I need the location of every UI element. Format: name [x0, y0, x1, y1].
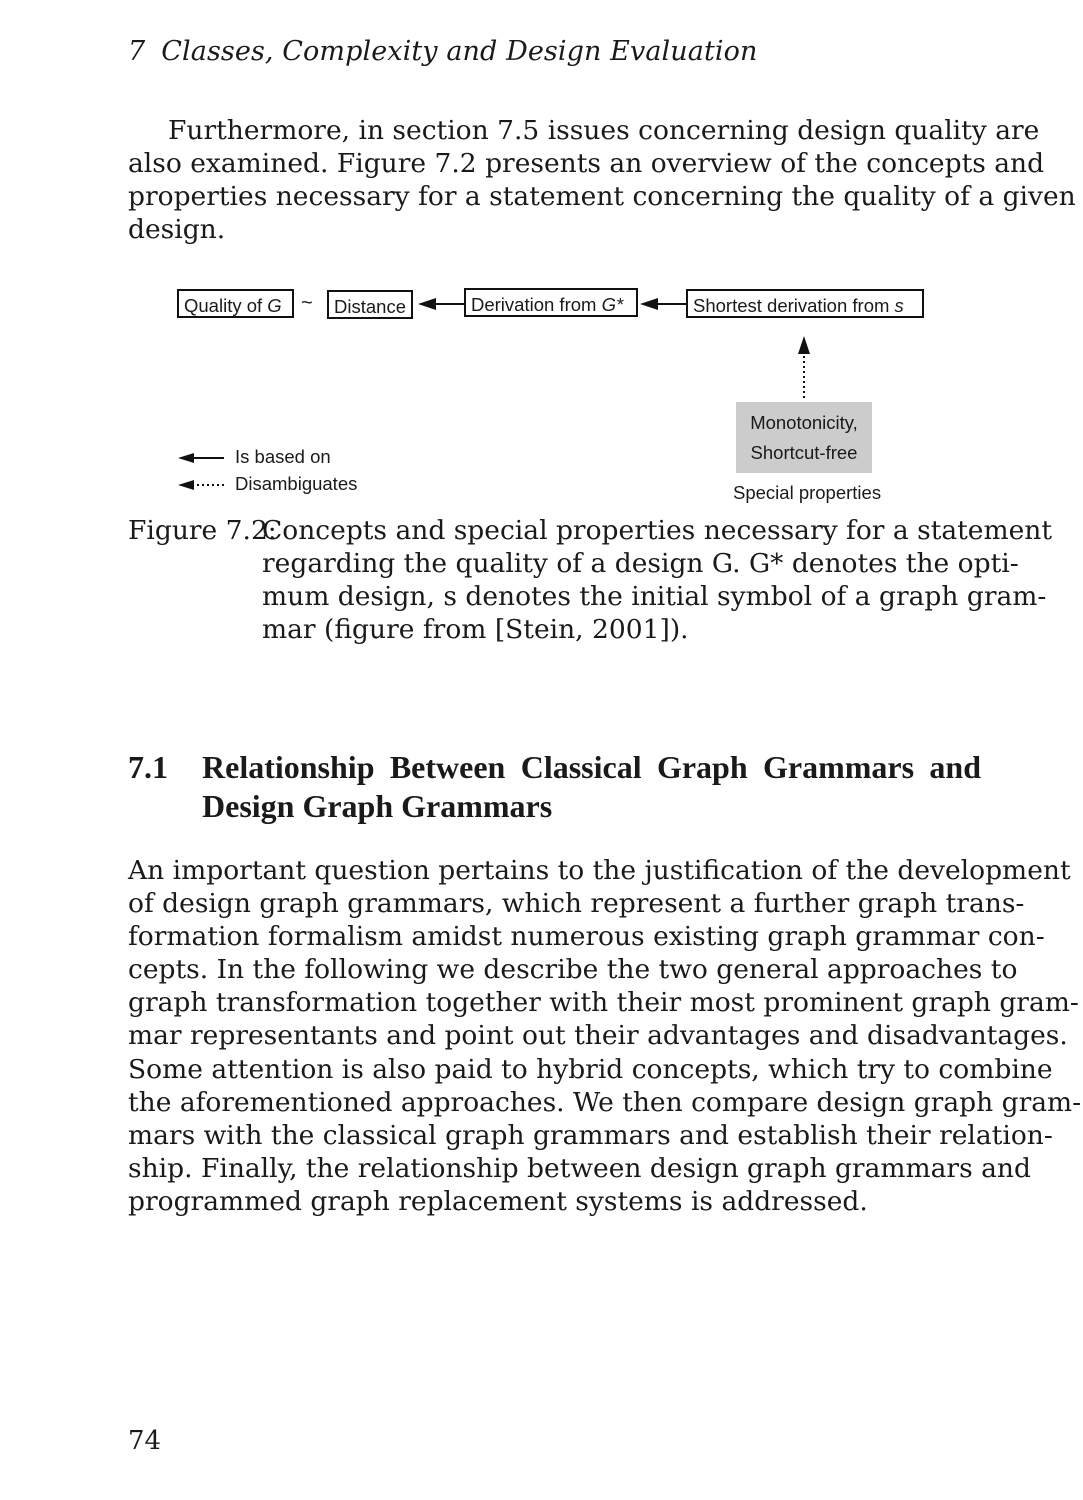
intro-line: properties necessary for a statement concerning the quality of a given	[128, 181, 1076, 213]
running-head	[128, 36, 757, 67]
chapter-number: 7	[128, 36, 146, 67]
intro-line: design.	[128, 214, 226, 246]
legend-dotted-arrowhead	[178, 480, 194, 490]
intro-line: also examined. Figure 7.2 presents an overview of the concepts and	[128, 148, 1045, 180]
body-line: graph transformation together with their most prominent graph gram-	[128, 987, 1079, 1019]
caption-line: mar (figure from [Stein, 2001]).	[262, 614, 689, 646]
body-line: formation formalism amidst numerous existing graph grammar con-	[128, 921, 1045, 953]
box-special-properties	[736, 402, 872, 473]
body-paragraph	[128, 854, 1082, 1218]
box-derivation-from-gstar	[464, 288, 638, 317]
caption-text	[262, 514, 1053, 646]
caption-line: mum design, s denotes the initial symbol of a graph gram-	[262, 581, 1047, 613]
body-line: of design graph grammars, which represent a further graph trans-	[128, 888, 1025, 920]
body-line: An important question pertains to the justification of the development	[128, 855, 1071, 886]
arrowhead-shortest	[798, 336, 810, 354]
box-quality-var: G	[267, 295, 282, 316]
caption-line: regarding the quality of a design G. G* denotes the opti-	[262, 548, 1019, 580]
body-line: mars with the classical graph grammars and establish their relation-	[128, 1119, 1053, 1151]
box-derivation-label: Derivation from	[471, 294, 602, 315]
box-quality-of-g	[177, 289, 294, 318]
property-monotonicity: Monotonicity,	[750, 412, 858, 433]
section-number: 7.1	[128, 749, 168, 785]
caption-label: Figure 7.2:	[128, 515, 277, 546]
section-title	[202, 748, 981, 826]
intro-paragraph	[128, 114, 1076, 246]
box-quality-label: Quality of	[184, 295, 268, 316]
arrowhead-distance	[418, 298, 436, 310]
intro-line: Furthermore, in section 7.5 issues concerning design quality are	[168, 115, 1040, 146]
box-shortest-var: s	[894, 295, 904, 316]
body-line: Some attention is also paid to hybrid concepts, which try to combine	[128, 1053, 1053, 1085]
body-line: cepts. In the following we describe the two general approaches to	[128, 954, 1018, 986]
page-number: 74	[128, 1426, 162, 1456]
box-derivation-var: G*	[601, 294, 624, 315]
body-line: programmed graph replacement systems is addressed.	[128, 1185, 868, 1217]
box-shortest-label: Shortest derivation from	[693, 295, 895, 316]
box-shortest-derivation	[686, 289, 924, 318]
special-properties-label: Special properties	[733, 482, 882, 503]
section-title-line: Relationship Between Classical Graph Grammars and	[202, 749, 981, 785]
arrowhead-derivation	[640, 298, 658, 310]
box-distance: Distance	[327, 290, 413, 319]
tilde-symbol: ~	[301, 292, 313, 314]
body-line: the aforementioned approaches. We then compare design graph gram-	[128, 1086, 1082, 1118]
caption-line: Concepts and special properties necessary for a statement	[262, 515, 1053, 546]
legend-is-based-on: Is based on	[235, 446, 331, 467]
section-title-line: Design Graph Grammars	[202, 788, 553, 824]
body-line: ship. Finally, the relationship between design graph grammars and	[128, 1152, 1031, 1184]
property-shortcut-free: Shortcut-free	[750, 442, 858, 463]
figure-7-2	[170, 282, 930, 512]
legend-disambiguates: Disambiguates	[235, 473, 358, 494]
chapter-title: Classes, Complexity and Design Evaluation	[161, 36, 758, 67]
body-line: mar representants and point out their advantages and disadvantages.	[128, 1020, 1068, 1052]
legend-solid-arrowhead	[178, 453, 194, 463]
